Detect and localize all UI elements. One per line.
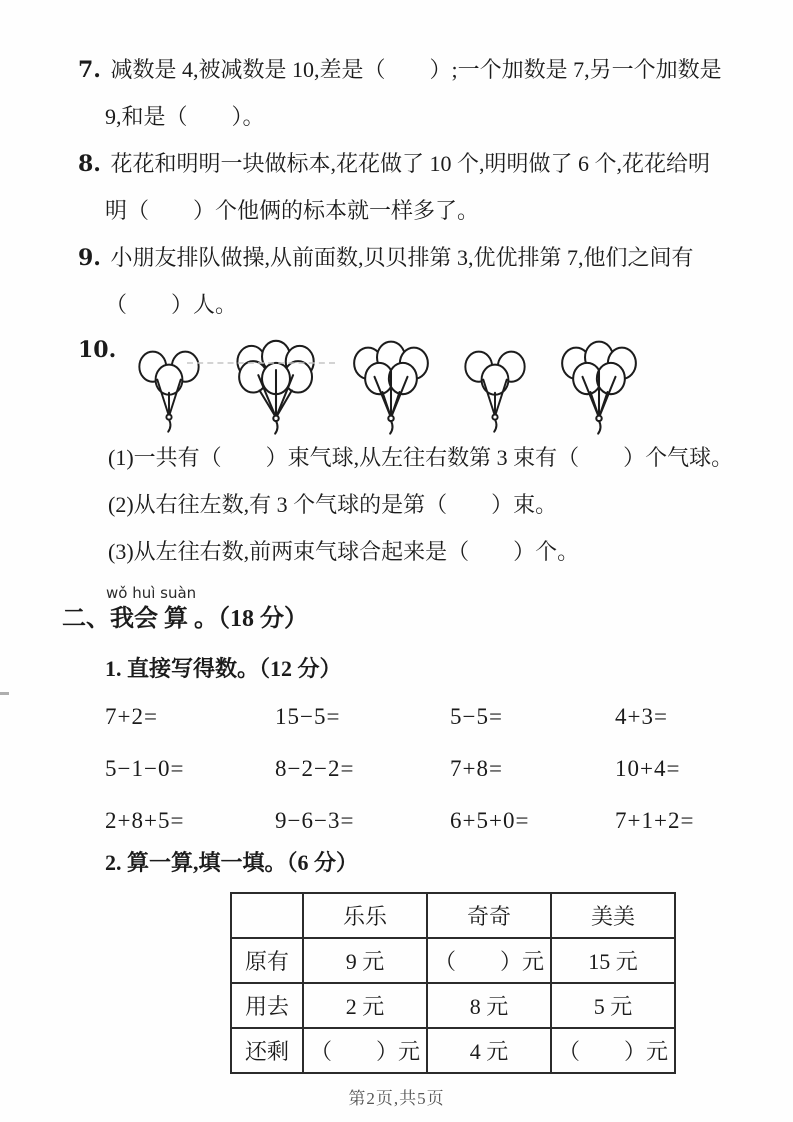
- table-header-cell: [231, 893, 303, 938]
- table-header-cell: 奇奇: [427, 893, 551, 938]
- table-header-cell: 乐乐: [303, 893, 427, 938]
- table-value-cell: 8 元: [427, 983, 551, 1028]
- table-label-cell: 原有: [231, 938, 303, 983]
- question-text: 9,和是（ ）。: [105, 104, 265, 129]
- table-value-cell: （ ）元: [551, 1028, 675, 1073]
- balloon-bunch: [344, 337, 438, 437]
- balloon-bunch: [130, 337, 208, 437]
- table-value-cell: （ ）元: [427, 938, 551, 983]
- calc-problem: 9−6−3=: [275, 808, 355, 833]
- calculation-grid: [105, 702, 743, 836]
- question-number: 10.: [78, 337, 117, 363]
- part1-title: 1. 直接写得数。（12 分）: [105, 656, 342, 681]
- table-value-cell: 15 元: [551, 938, 675, 983]
- table-value-cell: 9 元: [303, 938, 427, 983]
- table-label-cell: 还剩: [231, 1028, 303, 1073]
- table-row: [231, 1028, 675, 1073]
- scan-artifact-tick: [0, 692, 9, 695]
- subquestion-3: (3)从左往右数,前两束气球合起来是（ ）个。: [108, 539, 580, 564]
- calc-problem: 5−5=: [450, 704, 503, 729]
- calc-problem: 7+8=: [450, 756, 503, 781]
- table-row: [231, 983, 675, 1028]
- subquestion-2: (2)从右往左数,有 3 个气球的是第（ ）束。: [108, 492, 558, 517]
- table-value-cell: （ ）元: [303, 1028, 427, 1073]
- part2-title: 2. 算一算,填一填。（6 分）: [105, 850, 359, 875]
- question-number: 7.: [78, 57, 101, 83]
- table-header-cell: 美美: [551, 893, 675, 938]
- question-8: [78, 149, 743, 226]
- calc-problem: 5−1−0=: [105, 756, 185, 781]
- section-header: [62, 584, 743, 634]
- section-title: 二、我会 算 。（18 分）: [62, 606, 308, 632]
- table-row: [231, 938, 675, 983]
- question-number: 8.: [78, 151, 101, 177]
- question-text: 明（ ）个他俩的标本就一样多了。: [105, 198, 480, 223]
- question-7: [78, 55, 743, 132]
- scan-artifact-dashes: [187, 362, 335, 364]
- balloon-illustration: [130, 337, 646, 437]
- question-9: [78, 243, 743, 320]
- balloon-bunch: [226, 337, 326, 437]
- calc-problem: 7+1+2=: [615, 808, 695, 833]
- question-text: 花花和明明一块做标本,花花做了 10 个,明明做了 6 个,花花给明: [110, 151, 711, 176]
- calc-problem: 15−5=: [275, 704, 341, 729]
- calc-problem: 8−2−2=: [275, 756, 355, 781]
- table-header-row: [231, 893, 675, 938]
- table-label-cell: 用去: [231, 983, 303, 1028]
- question-text: （ ）人。: [105, 292, 238, 317]
- page-footer: 第2页,共5页: [348, 1089, 445, 1108]
- calc-problem: 6+5+0=: [450, 808, 530, 833]
- calc-problem: 7+2=: [105, 704, 158, 729]
- question-10: [78, 337, 743, 567]
- table-value-cell: 4 元: [427, 1028, 551, 1073]
- money-table: [230, 892, 676, 1074]
- calc-problem: 2+8+5=: [105, 808, 185, 833]
- table-value-cell: 2 元: [303, 983, 427, 1028]
- balloon-bunch: [456, 337, 534, 437]
- calc-problem: 4+3=: [615, 704, 668, 729]
- table-value-cell: 5 元: [551, 983, 675, 1028]
- question-text: 减数是 4,被减数是 10,差是（ ）;一个加数是 7,另一个加数是: [110, 57, 722, 82]
- calc-problem: 10+4=: [615, 756, 681, 781]
- balloon-bunch: [552, 337, 646, 437]
- question-number: 9.: [78, 245, 101, 271]
- question-text: 小朋友排队做操,从前面数,贝贝排第 3,优优排第 7,他们之间有: [110, 245, 694, 270]
- pinyin-annotation: wǒ huì suàn: [106, 584, 197, 602]
- subquestion-1: (1)一共有（ ）束气球,从左往右数第 3 束有（ ）个气球。: [108, 445, 734, 470]
